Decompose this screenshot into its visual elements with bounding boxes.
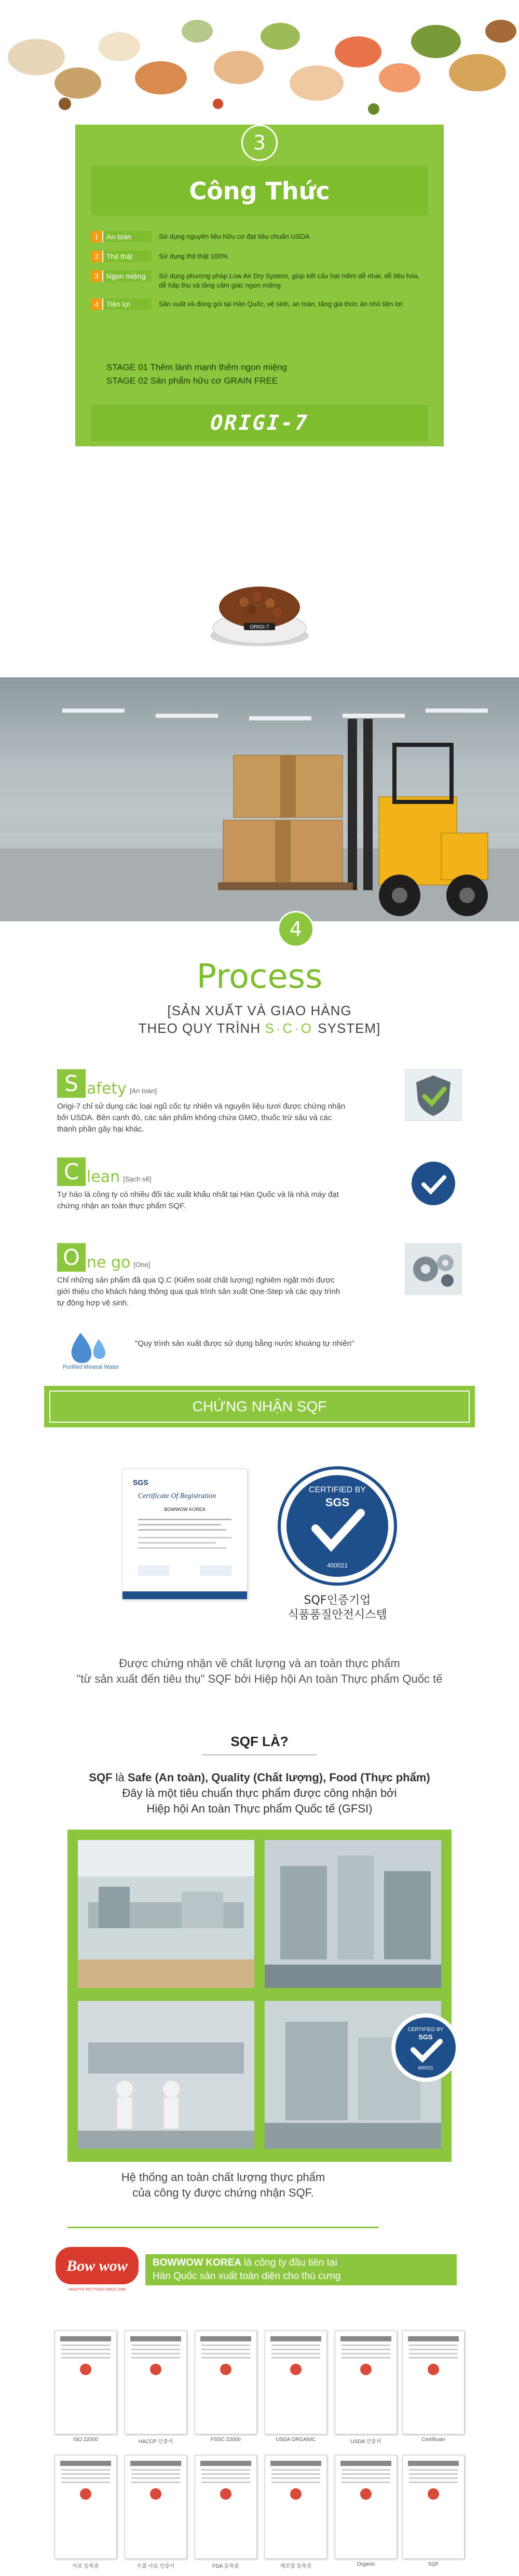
process-subtitle-prefix: THEO QUY TRÌNH xyxy=(138,1020,261,1036)
certificate-card xyxy=(335,2330,397,2434)
row-text: Sử dụng phương pháp Low Air Dry System, giúp kết cấu hạt mềm dễ nhai, dễ tiêu hóa, dễ hấp thụ và tăng cảm giác ngon miệng xyxy=(159,272,420,289)
sco-highlight: S·C·O xyxy=(265,1020,314,1036)
factory-line-image xyxy=(78,1840,254,1988)
bowwow-logo-icon xyxy=(54,2245,143,2292)
certificate-caption: USDA ORGANIC xyxy=(276,2437,316,2443)
bowl-logo: ORIGI-7 xyxy=(250,624,269,630)
row-number: 1 xyxy=(91,231,102,242)
certificate-card xyxy=(402,2330,465,2434)
bowwow-logo-sub: HEALTHY PET FOOD SINCE 2008 xyxy=(68,2288,126,2292)
certificate-card xyxy=(125,2455,187,2559)
factory-workers-image xyxy=(78,2001,254,2149)
certificate-caption: 제조업 등록증 xyxy=(280,2564,312,2569)
clean-tag: [Sạch sẽ] xyxy=(123,1175,152,1183)
sqf-badge-korean xyxy=(275,1593,400,1623)
process-subtitle-suffix: SYSTEM] xyxy=(318,1020,381,1036)
certificate-document-icon xyxy=(122,1469,247,1599)
recipe-title-bar xyxy=(91,166,428,215)
forklift-illustration xyxy=(0,677,519,921)
certificate-card xyxy=(54,2455,117,2559)
sqf-seal-icon xyxy=(405,1157,462,1209)
clean-letter: C xyxy=(57,1157,86,1186)
row-text: Sử dụng nguyên liệu hữu cơ đạt tiêu chuẩn USDA xyxy=(159,233,310,240)
badge-korean-line1: SQF인증기업 xyxy=(304,1594,371,1607)
sqf-question-heading: SQF LÀ? xyxy=(230,1734,289,1749)
sqf-definition-line2: Đây là một tiêu chuẩn thực phẩm được công nhận bởi xyxy=(122,1787,397,1800)
sqf-banner-label: CHỨNG NHẬN SQF xyxy=(49,1391,470,1423)
row-number: 4 xyxy=(91,298,102,310)
seal-top-text: CERTIFIED BY xyxy=(407,2027,444,2033)
sqf-definition-line3: Hiệp hội An toàn Thực phẩm Quốc tế (GFSI) xyxy=(146,1802,373,1815)
certificate-card xyxy=(265,2330,327,2434)
sqf-certificate-image xyxy=(122,1469,247,1599)
clean-word: lean xyxy=(87,1168,120,1186)
row-number: 2 xyxy=(91,251,102,262)
bowwow-desc-1: là công ty đầu tiên tại xyxy=(241,2257,337,2268)
badge-brand: SGS xyxy=(325,1496,350,1509)
shield-check-icon xyxy=(405,1069,462,1121)
certification-caption xyxy=(0,1656,519,1687)
factory-photo xyxy=(265,1840,441,1988)
row-label: An toàn xyxy=(102,231,152,242)
clean-body: Tự hào là công ty có nhiều đối tác xuất khẩu nhất tại Hàn Quốc và là nhà máy đạt chứng nhận an toàn thực phẩm SQF. xyxy=(57,1190,339,1210)
recipe-title: Công Thức xyxy=(189,176,330,205)
bowwow-description-line1 xyxy=(153,2256,449,2270)
onego-letter: O xyxy=(57,1243,86,1272)
safety-body: Origi-7 chỉ sử dụng các loại ngũ cốc tự nhiên và nguyên liệu tươi được chứng nhận bởi USDA. Bên cạnh đó, các sản phẩm không chứa GMO, thuốc trừ sâu và các thành phần gây hại khác. xyxy=(57,1102,346,1134)
safety-tag: [An toàn] xyxy=(129,1087,157,1095)
certificate-card xyxy=(335,2455,397,2559)
certificate-caption: USDA 인증서 xyxy=(350,2439,381,2445)
recipe-row xyxy=(91,251,428,262)
safety-letter: S xyxy=(57,1069,86,1098)
recipe-list xyxy=(91,231,428,318)
onego-body: Chỉ những sản phẩm đã qua Q.C (Kiểm soát chất lượng) nghiêm ngặt mới được giới thiệu cho khách hàng thông qua quá trình sản xuất One-Step và các quy trình tự động hợp vệ sinh. xyxy=(57,1276,340,1307)
bowwow-description xyxy=(145,2254,457,2285)
clean-block xyxy=(57,1157,462,1220)
certificate-card xyxy=(125,2330,187,2434)
process-subtitle-line1: [SẢN XUẤT VÀ GIAO HÀNG xyxy=(167,1003,352,1018)
certificate-caption: Certificate xyxy=(421,2437,445,2443)
certificate-caption: 수출 사료 인증서 xyxy=(136,2564,175,2569)
safety-heading xyxy=(57,1069,462,1098)
row-label: Tiện lợi xyxy=(102,298,152,310)
badge-korean-line2: 식품품질안전시스템 xyxy=(288,1609,387,1621)
seal-number: 400021 xyxy=(417,2065,434,2070)
warehouse-forklift-image xyxy=(0,677,519,921)
onego-heading xyxy=(57,1243,462,1272)
sqf-definition-line1 xyxy=(0,1770,519,1786)
certificate-caption: HACCP 인증서 xyxy=(138,2439,173,2445)
process-title: Process xyxy=(196,958,323,996)
factory-caption-line2: của công ty được chứng nhận SQF. xyxy=(132,2186,314,2199)
step-number-3: 3 xyxy=(241,125,278,161)
food-ingredients-illustration xyxy=(0,0,519,125)
badge-top-text: CERTIFIED BY xyxy=(309,1485,366,1494)
row-number: 3 xyxy=(91,270,102,282)
certification-caption-line1: Được chứng nhận về chất lượng và an toàn thực phẩm xyxy=(119,1657,400,1670)
certification-caption-line2: "từ sản xuất đến tiêu thụ" SQF bởi Hiệp hội An toàn Thực phẩm Quốc tế xyxy=(76,1672,443,1685)
seal-brand: SGS xyxy=(418,2033,433,2041)
sqf-abbr: SQF xyxy=(89,1771,113,1784)
process-subtitle xyxy=(0,1002,519,1037)
safety-block xyxy=(57,1069,462,1132)
sqf-banner xyxy=(44,1386,475,1427)
factory-photo xyxy=(78,1840,254,1988)
certificate-card xyxy=(195,2330,257,2434)
sqf-seal-badge-icon xyxy=(389,2011,462,2084)
origi-logo-bar xyxy=(91,405,428,441)
mineral-water-row xyxy=(57,1329,462,1375)
certificate-card xyxy=(265,2455,327,2559)
food-ingredients-banner xyxy=(0,0,519,125)
sqf-certified-badge-icon xyxy=(275,1464,400,1609)
certificate-caption: Organic xyxy=(357,2561,375,2567)
sqf-definition xyxy=(0,1770,519,1817)
bowwow-logo-text: Bow wow xyxy=(66,2257,128,2274)
safety-word: afety xyxy=(87,1080,127,1098)
onego-word: ne go xyxy=(87,1253,131,1272)
recipe-row xyxy=(91,231,428,242)
water-label: Purified Mineral Water xyxy=(62,1364,119,1370)
process-subtitle-line2 xyxy=(0,1019,519,1037)
onego-tag: [One] xyxy=(133,1261,151,1269)
row-text: Sử dụng thịt thật 100% xyxy=(159,252,228,260)
origi-logo: ORIGI-7 xyxy=(208,411,311,435)
recipe-row xyxy=(91,298,428,310)
kibble-bowl-image xyxy=(208,571,311,649)
cert-brand: SGS xyxy=(133,1478,148,1487)
clean-heading xyxy=(57,1157,462,1186)
recipe-row xyxy=(91,270,428,290)
bowwow-name: BOWWOW KOREA xyxy=(153,2257,241,2268)
sqf-expansion: Safe (An toàn), Quality (Chất lượng), Food (Thực phẩm) xyxy=(127,1771,430,1784)
certificate-card xyxy=(402,2455,465,2559)
certificate-caption: 사료 등록증 xyxy=(72,2564,99,2569)
onego-block xyxy=(57,1243,462,1316)
cert-title: Certificate Of Registration xyxy=(138,1492,216,1500)
row-label: Thịt thật xyxy=(102,251,152,262)
badge-number: 400021 xyxy=(326,1562,348,1569)
certificate-card xyxy=(195,2455,257,2559)
kibble-bowl-icon xyxy=(208,571,311,649)
stage-2: STAGE 02 Sản phẩm hữu cơ GRAIN FREE xyxy=(106,376,278,386)
certificates-grid xyxy=(54,2330,465,2574)
row-text: Sản xuất và đóng gói tại Hàn Quốc, vệ sinh, an toàn, tăng giá thức ăn nhỏ tiện lợi xyxy=(159,300,403,308)
factory-machines-image xyxy=(265,1840,441,1988)
factory-photo xyxy=(78,2001,254,2149)
certificate-card xyxy=(54,2330,117,2434)
recipe-section xyxy=(75,125,444,446)
stages xyxy=(106,361,287,388)
certificate-caption: FDA 등록증 xyxy=(212,2564,239,2569)
green-divider xyxy=(67,2227,379,2228)
water-quote: "Quy trình sản xuất được sử dụng bằng nước khoáng tự nhiên" xyxy=(135,1339,354,1348)
factory-photo-grid xyxy=(67,1830,452,2162)
certificate-caption: SQF xyxy=(428,2561,439,2567)
step-number-4: 4 xyxy=(278,911,314,947)
stage-1: STAGE 01 Thêm lành mạnh thêm ngon miệng xyxy=(106,362,288,372)
bowwow-desc-2: Hàn Quốc sản xuất toàn diện cho thú cưng xyxy=(153,2271,341,2282)
cert-company: BOWWOW KOREA xyxy=(164,1507,206,1512)
factory-caption xyxy=(67,2170,379,2201)
row-label: Ngon miệng xyxy=(102,270,152,282)
gears-icon xyxy=(405,1243,462,1295)
certificate-caption: FSSC 22000 xyxy=(211,2437,241,2443)
sqf-is: là xyxy=(112,1771,128,1784)
certificate-caption: ISO 22000 xyxy=(73,2437,98,2443)
heading-divider xyxy=(202,1754,317,1755)
bowwow-row xyxy=(54,2245,465,2292)
factory-caption-line1: Hệ thống an toàn chất lượng thực phẩm xyxy=(121,2171,325,2184)
